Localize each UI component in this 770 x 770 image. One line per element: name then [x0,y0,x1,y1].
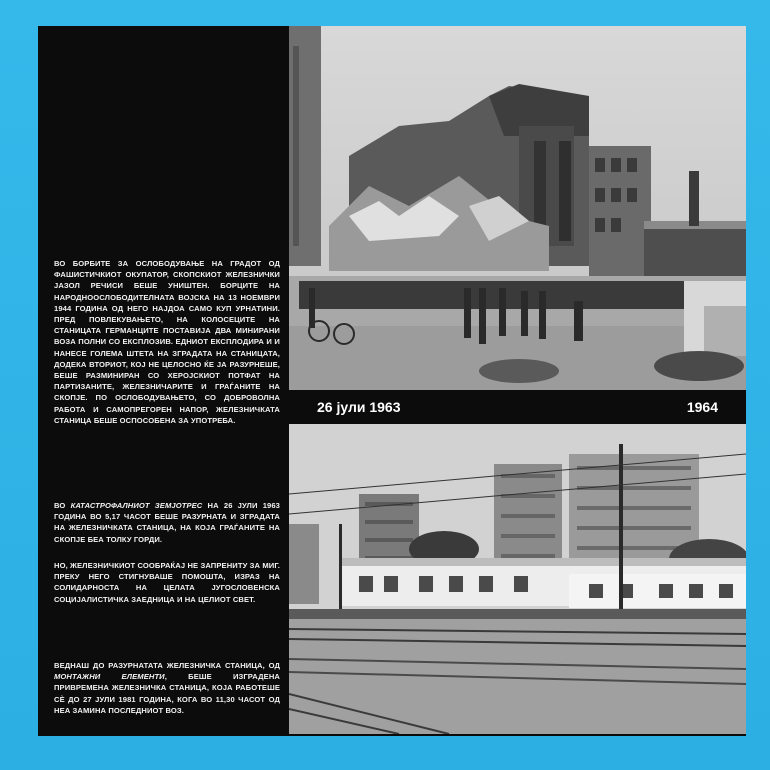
caption-bar [289,390,746,424]
photo-temporary-station [289,424,746,734]
paragraph-liberation: ВО БОРБИТЕ ЗА ОСЛОБОДУВАЊЕ НА ГРАДОТ ОД ФАШИСТИЧКИОТ ОКУПАТОР, СКОПСКИОТ ЖЕЛЕЗНИЧКИ ЈАЗОЛ РЕЧИСИ БЕШЕ УНИШТЕН. БОРЦИТЕ НА НАРОДНООСЛОБОДИТЕЛНАТА ВОЈСКА НА 13 НОЕМВРИ 1944 ГОДИНА ОД НЕГО НАЈДОА САМО КУП УРНАТИНИ. ПРЕД ПОВЛЕКУВАЊЕТО, НА КОЛОСЕЦИТЕ НА СТАНИЦАТА ГЕРМАНЦИТЕ ПОСТАВИЈА ДВА МИНИРАНИ ВОЗА ПОЛНИ СО ЕКСПЛОЗИВ. ЕДНИОТ ЕКСПЛОДИРА И И НАНЕСЕ ГОЛЕМА ШТЕТА НА ЗГРАДАТА НА СТАНИЦАТА, ДОДЕКА ВТОРИОТ, КОЈ НЕ ЦЕЛОСНО ЌЕ ЈА РАЗУРНЕШЕ, БЕШЕ РАЗМИНИРАН СО ХЕРОЈСКИОТ ПОТФАТ НА ПАРТИЗАНИТЕ, ЖЕЛЕЗНИЧАРИТЕ И ГРАЃАНИТЕ НА СКОПЈЕ. ПО ОСЛОБОДУВАЊЕТО, СО ДОБРОВОЛНА РАБОТА И САМОПРЕГОРЕН НАПОР, ЖЕЛЕЗНИЧКАТА СТАНИЦА БЕШЕ ОСПОСОБЕНА ЗА УПОТРЕБА. [54,259,280,425]
paragraph-temporary-station [54,660,280,716]
p4-suffix: , БЕШЕ ИЗГРАДЕНА ПРИВРЕМЕНА ЖЕЛЕЗНИЧКА СТАНИЦА, КОЈА РАБОТЕШЕ СÈ ДО 27 ЈУЛИ 1981 ГОДИНА, КОГА ВО 11,30 ЧАСОТ ОД НЕА ЗАМИНА ПОСЛЕДНИОТ ВОЗ. [54,672,280,715]
caption-date-left: 26 јули 1963 [317,399,401,415]
paragraph-earthquake [54,500,280,545]
ruined-station-image [289,26,746,390]
paragraph-solidarity: НО, ЖЕЛЕЗНИЧКИОТ СООБРАЌАЈ НЕ ЗАПРЕНИТУ ЗА МИГ. ПРЕКУ НЕГО СТИГНУВАШЕ ПОМОШТА, ИЗРАЗ НА СОЛИДАРНОСТА НА ЦЕЛАТА ЈУГОСЛОВЕНСКА СОЦИЈАЛИСТИЧКА ЗАЕДНИЦА И НА ЦЕЛИОТ СВЕТ. [54,561,280,604]
p2-italic: КАТАСТРОФАЛНИОТ ЗЕМЈОТРЕС [70,501,203,510]
temporary-station-image [289,424,746,734]
p4-italic: МОНТАЖНИ ЕЛЕМЕНТИ [54,672,165,682]
photo-ruined-station [289,26,746,390]
caption-year-right: 1964 [686,399,718,415]
p4-prefix: ВЕДНАШ ДО РАЗУРНАТАТА ЖЕЛЕЗНИЧКА СТАНИЦА, ОД [54,661,280,670]
text-column [42,26,288,732]
p2-suffix: НА 26 ЈУЛИ 1963 ГОДИНА ВО 5,17 ЧАСОТ БЕШЕ РАЗУРНАТА И ЗГРАДАТА НА ЖЕЛЕЗНИЧКАТА СТАНИЦА, НА КОЈА ГРАЃАНИТЕ НА СКОПЈЕ БЕА ТОЛКУ ГОРДИ. [54,501,280,544]
p2-prefix: ВО [54,501,71,510]
